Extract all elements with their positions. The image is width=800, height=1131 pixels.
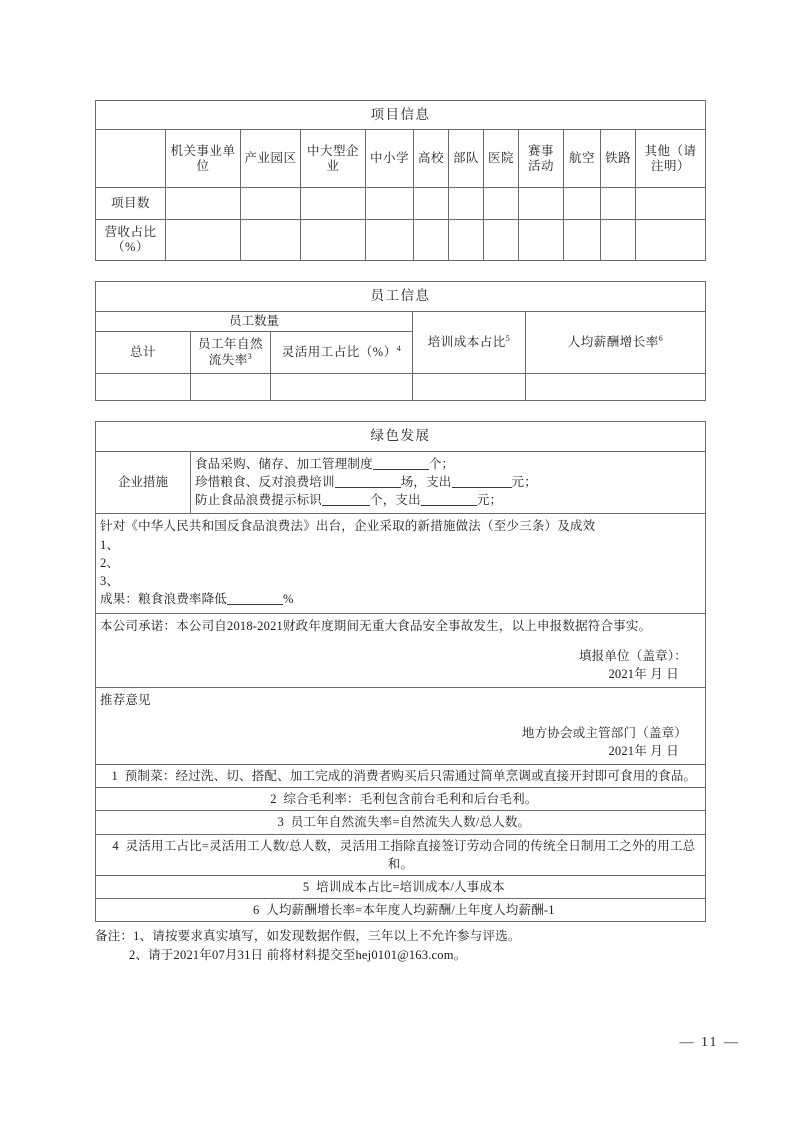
column-header-flexible-employment-ratio: 灵活用工占比（%）$^4$ [271, 332, 413, 374]
cell-revenue-share-military[interactable] [449, 220, 484, 261]
blank-field-system-count[interactable] [373, 457, 429, 470]
project-info-banner: 项目信息 [96, 101, 706, 130]
footnote-number-1: 1 [111, 769, 118, 784]
enterprise-measures-row [96, 451, 706, 514]
footnote-number-3: 3 [277, 815, 284, 830]
footnote-row-5 [96, 875, 706, 898]
project-info-banner-row [96, 101, 706, 130]
cell-revenue-share-aviation[interactable] [564, 220, 601, 261]
column-header-aviation: 航空 [564, 130, 601, 188]
company-signature-label: 填报单位（盖章）： [578, 648, 687, 663]
column-header-large-enterprise: 中大型企业 [301, 130, 366, 188]
footnote-row-6 [96, 898, 706, 921]
measure-line-procurement: 食品采购、储存、加工管理制度 个； [195, 456, 455, 471]
column-header-university: 高校 [414, 130, 449, 188]
blank-field-training-expense[interactable] [452, 475, 512, 488]
cell-revenue-share-industrial-park[interactable] [241, 220, 301, 261]
cell-employee-total[interactable] [96, 374, 191, 401]
column-header-military: 部队 [449, 130, 484, 188]
green-development-banner-row [96, 422, 706, 451]
footnote-6 [96, 898, 706, 921]
result-line: 成果：粮食浪费率降低 % [100, 592, 294, 607]
cell-project-count-government[interactable] [166, 188, 241, 220]
footnote-number-4: 4 [112, 838, 119, 853]
column-header-government: 机关事业单位 [166, 130, 241, 188]
blank-field-signage-expense[interactable] [421, 493, 477, 506]
cell-attrition-rate[interactable] [191, 374, 271, 401]
column-header-primary-secondary-school: 中小学 [366, 130, 414, 188]
commitment-row [96, 613, 706, 688]
cell-project-count-aviation[interactable] [564, 188, 601, 220]
authority-signature-date[interactable]: 2021年 月 日 [608, 743, 679, 758]
blank-field-signage-count[interactable] [322, 493, 370, 506]
cell-revenue-share-primary-secondary-school[interactable] [366, 220, 414, 261]
column-header-salary-growth-rate: 人均薪酬增长率$^6$ [526, 311, 706, 373]
cell-revenue-share-railway[interactable] [601, 220, 636, 261]
cell-project-count-military[interactable] [449, 188, 484, 220]
footnote-4 [96, 834, 706, 875]
footnote-text-1: 预制菜：经过洗、切、搭配、加工完成的消费者购买后只需通过简单烹调或直接开封即可食用的食品。 [124, 769, 697, 784]
group-header-employee-count: 员工数量 [96, 311, 413, 331]
footnote-marker-5: 5 [505, 333, 511, 343]
cell-training-cost-ratio[interactable] [413, 374, 526, 401]
column-header-railway: 铁路 [601, 130, 636, 188]
new-measure-item-1[interactable]: 1、 [100, 537, 120, 552]
blank-field-waste-reduction[interactable] [227, 593, 283, 606]
column-header-sports-event: 赛事活动 [519, 130, 564, 188]
column-header-attrition-rate: 员工年自然流失率$^3$ [191, 332, 271, 374]
column-header-total: 总计 [96, 332, 191, 374]
footnote-text-4: 灵活用工占比=灵活用工人数/总人数，灵活用工指除直接签订劳动合同的传统全日制用工之外的用工总和。 [125, 838, 696, 871]
cell-project-count-university[interactable] [414, 188, 449, 220]
measure-line-signage: 防止食品浪费提示标识 个，支出 元； [195, 493, 503, 508]
cell-revenue-share-sports-event[interactable] [519, 220, 564, 261]
footnote-marker-3: 3 [247, 351, 253, 361]
cell-project-count-hospital[interactable] [484, 188, 519, 220]
table-row [96, 374, 706, 401]
footnote-text-5: 培训成本占比=培训成本/人事成本 [316, 879, 505, 894]
measure-line-training: 珍惜粮食、反对浪费培训 场，支出 元； [195, 474, 537, 489]
project-info-corner [96, 130, 166, 188]
cell-revenue-share-large-enterprise[interactable] [301, 220, 366, 261]
new-measures-prompt: 针对《中华人民共和国反食品浪费法》出台，企业采取的新措施做法（至少三条）及成效 [100, 519, 596, 534]
footnote-row-3 [96, 811, 706, 834]
new-measure-item-3[interactable]: 3、 [100, 574, 120, 589]
column-header-training-cost-ratio: 培训成本占比$^5$ [413, 311, 526, 373]
green-development-banner: 绿色发展 [96, 422, 706, 451]
column-header-other: 其他（请注明） [636, 130, 706, 188]
employee-info-banner: 员工信息 [96, 282, 706, 311]
authority-signature-label: 地方协会或主管部门（盖章） [521, 725, 687, 740]
footnote-number-6: 6 [253, 902, 260, 917]
footnote-row-2 [96, 788, 706, 811]
footnote-5 [96, 875, 706, 898]
project-info-header-row [96, 130, 706, 188]
recommendation-content [96, 688, 706, 765]
page-number: — 11 — [679, 1035, 740, 1050]
recommendation-row [96, 688, 706, 765]
recommendation-label: 推荐意见 [100, 693, 151, 708]
table-row [96, 220, 706, 261]
cell-project-count-primary-secondary-school[interactable] [366, 188, 414, 220]
enterprise-measures-label: 企业措施 [96, 451, 191, 514]
column-header-industrial-park: 产业园区 [241, 130, 301, 188]
cell-project-count-other[interactable] [636, 188, 706, 220]
column-header-hospital: 医院 [484, 130, 519, 188]
cell-project-count-railway[interactable] [601, 188, 636, 220]
employee-count-group-row [96, 311, 706, 331]
cell-flexible-employment-ratio[interactable] [271, 374, 413, 401]
company-signature-date[interactable]: 2021年 月 日 [608, 667, 679, 682]
footnote-text-2: 综合毛利率：毛利包含前台毛利和后台毛利。 [283, 792, 538, 807]
footnote-1 [96, 765, 706, 788]
cell-revenue-share-other[interactable] [636, 220, 706, 261]
row-label-project-count: 项目数 [96, 188, 166, 220]
employee-info-banner-row [96, 282, 706, 311]
footnote-text-3: 员工年自然流失率=自然流失人数/总人数。 [290, 815, 531, 830]
new-measures-row [96, 514, 706, 613]
footnote-number-5: 5 [302, 879, 310, 894]
footnote-marker-6: 6 [658, 333, 664, 343]
cell-revenue-share-hospital[interactable] [484, 220, 519, 261]
cell-salary-growth-rate[interactable] [526, 374, 706, 401]
footnote-row-4 [96, 834, 706, 875]
commitment-content [96, 613, 706, 688]
table-row [96, 188, 706, 220]
footnote-3 [96, 811, 706, 834]
enterprise-measures-content [191, 451, 706, 514]
footnote-text-6: 人均薪酬增长率=本年度人均薪酬/上年度人均薪酬-1 [266, 902, 555, 917]
cell-project-count-industrial-park[interactable] [241, 188, 301, 220]
cell-project-count-sports-event[interactable] [519, 188, 564, 220]
green-development-table [95, 421, 706, 922]
blank-field-training-sessions[interactable] [335, 475, 401, 488]
project-info-table [95, 100, 706, 261]
remarks-line-1: 备注：1、请按要求真实填写，如发现数据作假，三年以上不允许参与评选。 [95, 929, 521, 944]
new-measure-item-2[interactable]: 2、 [100, 555, 120, 570]
footnote-number-2: 2 [270, 792, 277, 807]
row-label-revenue-share: 营收占比（%） [96, 220, 166, 261]
remarks-block [95, 922, 705, 966]
cell-revenue-share-government[interactable] [166, 220, 241, 261]
footnote-2 [96, 788, 706, 811]
new-measures-content [96, 514, 706, 613]
cell-revenue-share-university[interactable] [414, 220, 449, 261]
commitment-text: 本公司承诺：本公司自2018-2021财政年度期间无重大食品安全事故发生，以上申报数据符合事实。 [100, 618, 652, 633]
employee-info-table [95, 281, 706, 401]
cell-project-count-large-enterprise[interactable] [301, 188, 366, 220]
footnote-marker-4: 4 [396, 343, 402, 353]
remarks-line-2: 2、请于2021年07月31日 前将材料提交至hej0101@163.com。 [129, 948, 467, 963]
footnote-row-1 [96, 765, 706, 788]
form-sheet [95, 100, 705, 966]
